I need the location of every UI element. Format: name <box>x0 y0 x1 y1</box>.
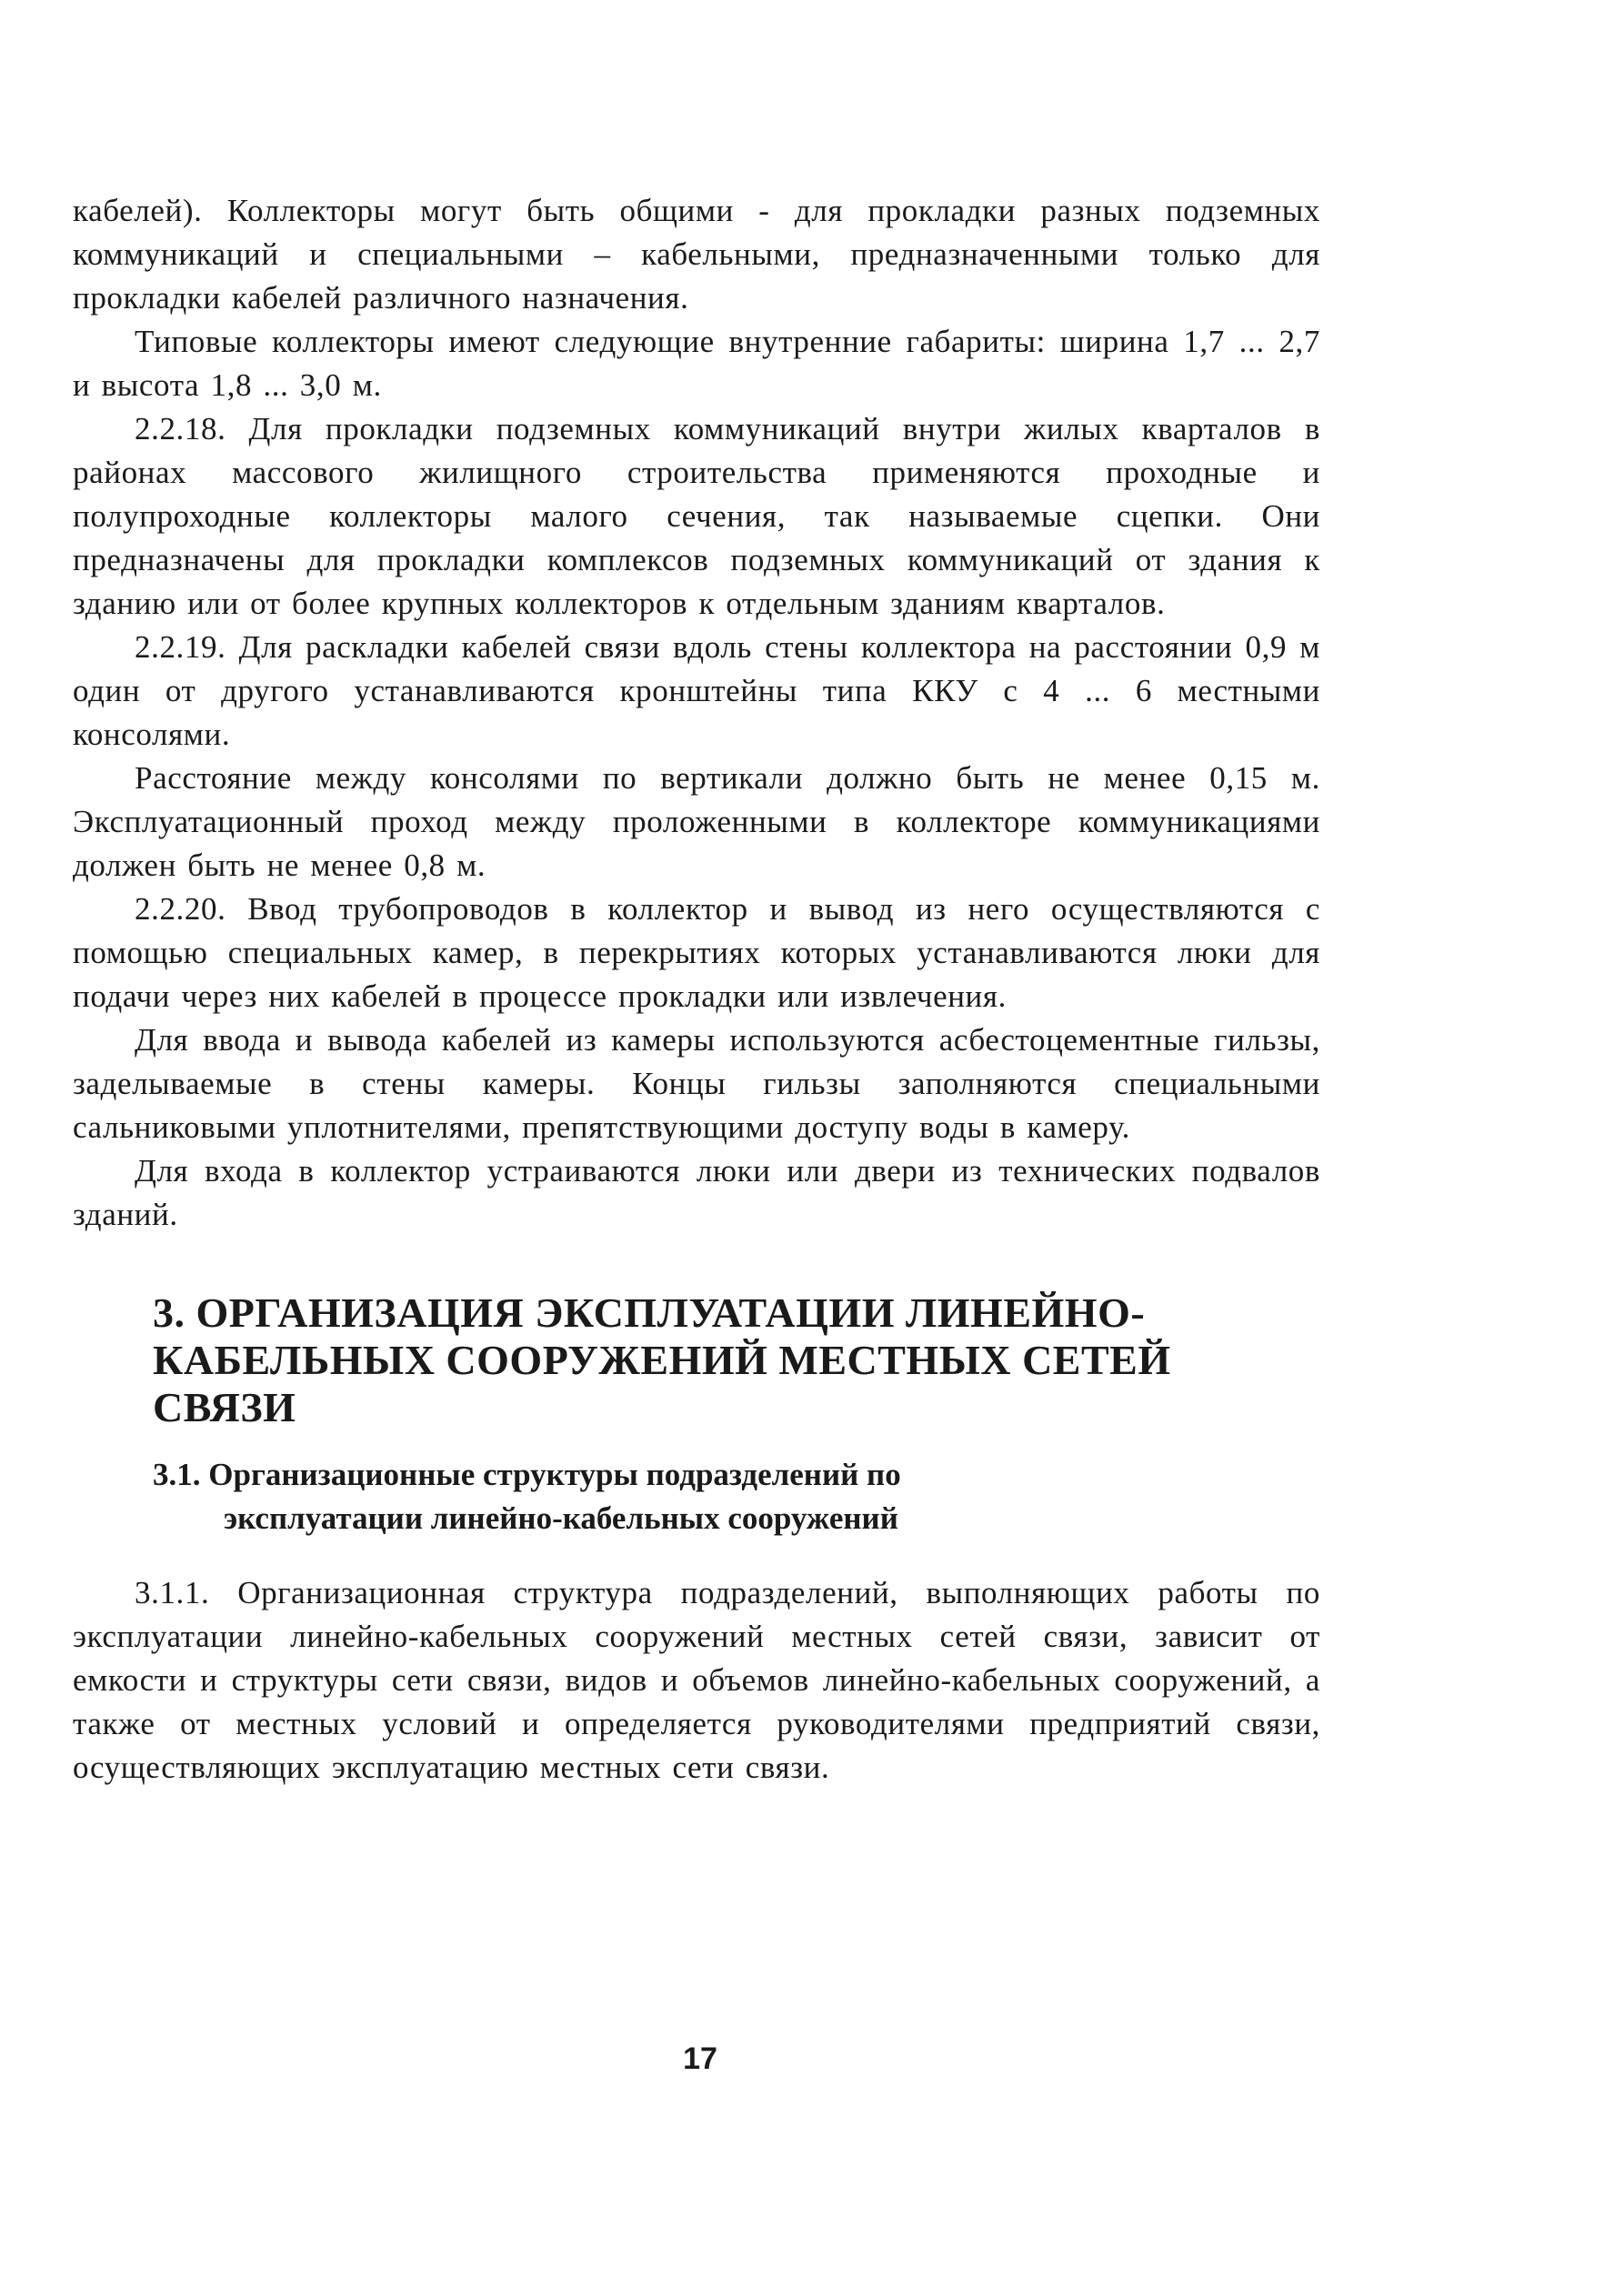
paragraph: 2.2.20. Ввод трубопроводов в коллектор и вывод из него осуществляются с помощью специальных камер, в перекрытиях которых устанавливаются люки для подачи через них кабелей в процессе прокладки или извлечения. <box>73 891 1320 1014</box>
paragraph: 3.1.1. Организационная структура подразделений, выполняющих работы по эксплуатации линейно-кабельных сооружений местных сетей связи, зависит от емкости и структуры сети связи, видов и объемов линейно-кабельных сооружений, а также от местных условий и определяется руководителями предприятий связи, осуществляющих эксплуатацию местных сети связи. <box>73 1575 1320 1785</box>
paragraph: кабелей). Коллекторы могут быть общими - для прокладки разных подземных коммуникаций и специальными – кабельными, предназначенными только для прокладки кабелей различного назначения. <box>73 193 1320 316</box>
paragraph: Расстояние между консолями по вертикали должно быть не менее 0,15 м. Эксплуатационный проход между проложенными в коллекторе коммуникациями должен быть не менее 0,8 м. <box>73 760 1320 883</box>
subsection-heading-line1: 3.1. Организационные структуры подразделений по <box>153 1457 901 1492</box>
paragraph: 2.2.19. Для раскладки кабелей связи вдоль стены коллектора на расстоянии 0,9 м один от другого устанавливаются кронштейны типа ККУ с 4 ... 6 местными консолями. <box>73 629 1320 752</box>
subsection-heading <box>153 1453 1226 1540</box>
paragraph: Типовые коллекторы имеют следующие внутренние габариты: ширина 1,7 ... 2,7 и высота 1,8 ... 3,0 м. <box>73 324 1320 403</box>
paragraph: Для ввода и вывода кабелей из камеры используются асбестоцементные гильзы, заделываемые в стены камеры. Концы гильзы заполняются специальными сальниковыми уплотнителями, препятствующими доступу воды в камеру. <box>73 1022 1320 1145</box>
page-number: 17 <box>683 2041 717 2076</box>
paragraph: 2.2.18. Для прокладки подземных коммуникаций внутри жилых кварталов в районах массового жилищного строительства применяются проходные и полупроходные коллекторы малого сечения, так называемые сцепки. Они предназначены для прокладки комплексов подземных коммуникаций от здания к зданию или от более крупных коллекторов к отдельным зданиям кварталов. <box>73 411 1320 621</box>
section-heading: 3. ОРГАНИЗАЦИЯ ЭКСПЛУАТАЦИИ ЛИНЕЙНО-КАБЕЛЬНЫХ СООРУЖЕНИЙ МЕСТНЫХ СЕТЕЙ СВЯЗИ <box>153 1289 1171 1430</box>
page-body <box>73 189 1320 1790</box>
paragraph: Для входа в коллектор устраиваются люки или двери из технических подвалов зданий. <box>73 1153 1320 1232</box>
subsection-heading-line2: эксплуатации линейно-кабельных сооружений <box>224 1500 898 1536</box>
